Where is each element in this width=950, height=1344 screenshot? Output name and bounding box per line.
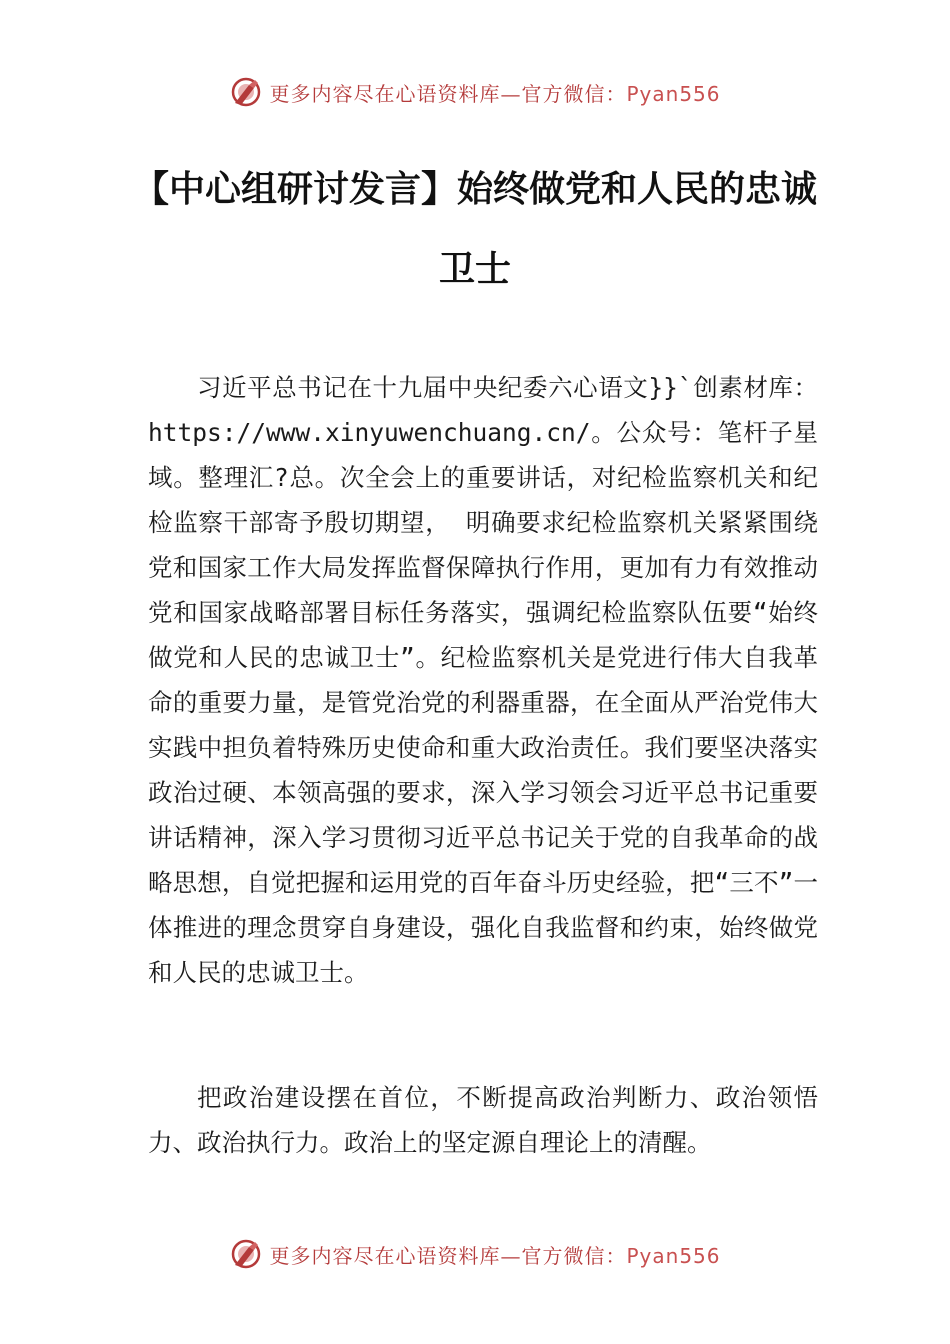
body-paragraph-2: 把政治建设摆在首位，不断提高政治判断力、政治领悟力、政治执行力。政治上的坚定源自理论上的清醒。 xyxy=(148,1083,818,1157)
banner-pre-text: 更多内容尽在心语资料库—官方微信： xyxy=(269,81,627,106)
pen-nib-logo-icon xyxy=(229,75,263,109)
banner-text xyxy=(269,1240,720,1269)
footer-banner xyxy=(0,1234,950,1274)
wechat-handle: Pyan556 xyxy=(626,1243,721,1268)
header-banner xyxy=(0,72,950,112)
document-title: 【中心组研讨发言】始终做党和人民的忠诚卫士 xyxy=(132,169,817,290)
banner-pre-text: 更多内容尽在心语资料库—官方微信： xyxy=(269,1243,627,1268)
body-paragraph-1: 习近平总书记在十九届中央纪委六心语文}}`创素材库：https://www.xinyuwenchuang.cn/。公众号：笔杆子星域。整理汇?总。次全会上的重要讲话，对纪检监察机关和纪检监察干部寄予殷切期望， 明确要求纪检监察机关紧紧围绕党和国家工作大局发挥监督保障执行作用，更加有力有效推动党和国家战略部署目标任务落实，强调纪检监察队伍要“始终做党和人民的忠诚卫士”。纪检监察机关是党进行伟大自我革命的重要力量，是管党治党的利器重器，在全面从严治党伟大实践中担负着特殊历史使命和重大政治责任。我们要坚决落实政治过硬、本领高强的要求，深入学习领会习近平总书记重要讲话精神，深入学习贯彻习近平总书记关于党的自我革命的战略思想，自觉把握和运用党的百年奋斗历史经验，把“三不”一体推进的理念贯穿自身建设，强化自我监督和约束，始终做党和人民的忠诚卫士。 xyxy=(148,373,818,987)
wechat-handle: Pyan556 xyxy=(626,81,721,106)
pen-nib-logo-icon xyxy=(229,1237,263,1271)
banner-text xyxy=(269,78,720,107)
